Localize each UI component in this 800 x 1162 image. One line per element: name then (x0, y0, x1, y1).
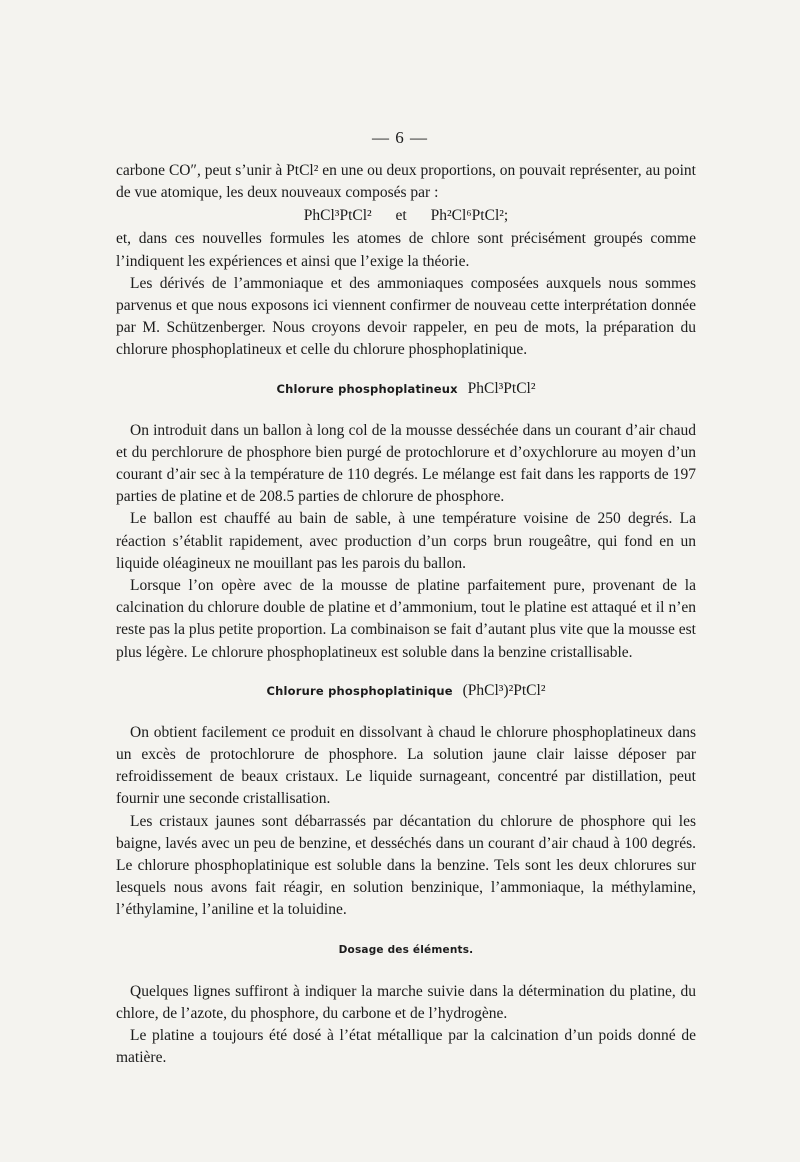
paragraph-platinum-foam: Lorsque l’on opère avec de la mousse de platine parfaitement pure, provenant de la calcination du chlorure double de platine et d’ammonium, tout le platine est attaqué et il n’en reste pas la plus petite proportion. La combinaison se fait d’autant plus vite que la mousse est plus légère. Le chlorure phosphoplatineux est soluble dans la benzine cristallisable. (116, 577, 696, 661)
section-heading-phosphoplatineux (116, 378, 696, 400)
heading-label: Chlorure phosphoplatineux (276, 381, 458, 396)
paragraph-platinum-dosage: Le platine a toujours été dosé à l’état métallique par la calcination d’un poids donné de matière. (116, 1027, 696, 1067)
formula-phosphoplatinous: PhCl³PtCl² (303, 207, 372, 225)
heading-label: Dosage des éléments. (338, 943, 474, 956)
section-heading-dosage (116, 938, 696, 961)
paragraph-derivatives: Les dérivés de l’ammoniaque et des ammoniaques composées auxquels nous sommes parvenus et que nous exposons ici viennent confirmer de nouveau cette interprétation donnée par M. Schützenberger. Nous croyons devoir rappeler, en peu de mots, la préparation du chlorure phosphoplatineux et celle du chlorure phosphoplatinique. (116, 274, 696, 359)
formula-phosphoplatinic: Ph²Cl⁶PtCl²; (430, 207, 509, 225)
formula-line (116, 204, 696, 228)
paragraph-heating: Le ballon est chauffé au bain de sable, à une température voisine de 250 degrés. La réaction s’établit rapidement, avec production d’un corps brun rougeâtre, qui fond en un liquide oléagineux ne mouillant pas les parois du ballon. (116, 510, 696, 572)
paragraph-crystals: Les cristaux jaunes sont débarrassés par décantation du chlorure de phosphore qui les baigne, lavés avec un peu de benzine, et desséchés dans un courant d’air chaud à 100 degrés. Le chlorure phosphoplatinique est soluble dans la benzine. Tels sont les deux chlorures sur lesquels nous avons fait réagir, en solution benzinique, l’ammoniaque, la méthylamine, l’éthylamine, l’aniline et la toluidine. (116, 812, 696, 919)
page-number: — 6 — (372, 128, 428, 147)
paragraph-determination: Quelques lignes suffiront à indiquer la marche suivie dans la détermination du platine, du chlore, de l’azote, du phosphore, du carbone et de l’hydrogène. (116, 982, 696, 1022)
body-text (116, 160, 696, 1070)
paragraph-preparation: On introduit dans un ballon à long col de la mousse desséchée dans un courant d’air chaud et du perchlorure de phosphore bien purgé de protochlorure et d’oxychlorure au moyen d’un courant d’air sec à la température de 110 degrés. Le mélange est fait dans les rapports de 197 parties de platine et de 208.5 parties de chlorure de phosphore. (116, 421, 696, 506)
formula-separator: et (395, 207, 407, 225)
paragraph-atoms: et, dans ces nouvelles formules les atomes de chlore sont précisément groupés comme l’indiquent les expériences et ainsi que l’exige la théorie. (116, 230, 696, 270)
heading-label: Chlorure phosphoplatinique (266, 683, 453, 698)
heading-formula: (PhCl³)²PtCl² (462, 681, 546, 699)
section-heading-phosphoplatinique (116, 680, 696, 702)
heading-formula: PhCl³PtCl² (467, 379, 536, 397)
paragraph-obtaining: On obtient facilement ce produit en dissolvant à chaud le chlorure phosphoplatineux dans un excès de protochlorure de phosphore. La solution jaune clair laisse déposer par refroidissement de beaux cristaux. Le liquide surnageant, concentré par distillation, peut fournir une seconde cristallisation. (116, 723, 696, 808)
paragraph-intro: carbone CO″, peut s’unir à PtCl² en une ou deux proportions, on pouvait représenter, au point de vue atomique, les deux nouveaux composés par : (116, 162, 696, 202)
